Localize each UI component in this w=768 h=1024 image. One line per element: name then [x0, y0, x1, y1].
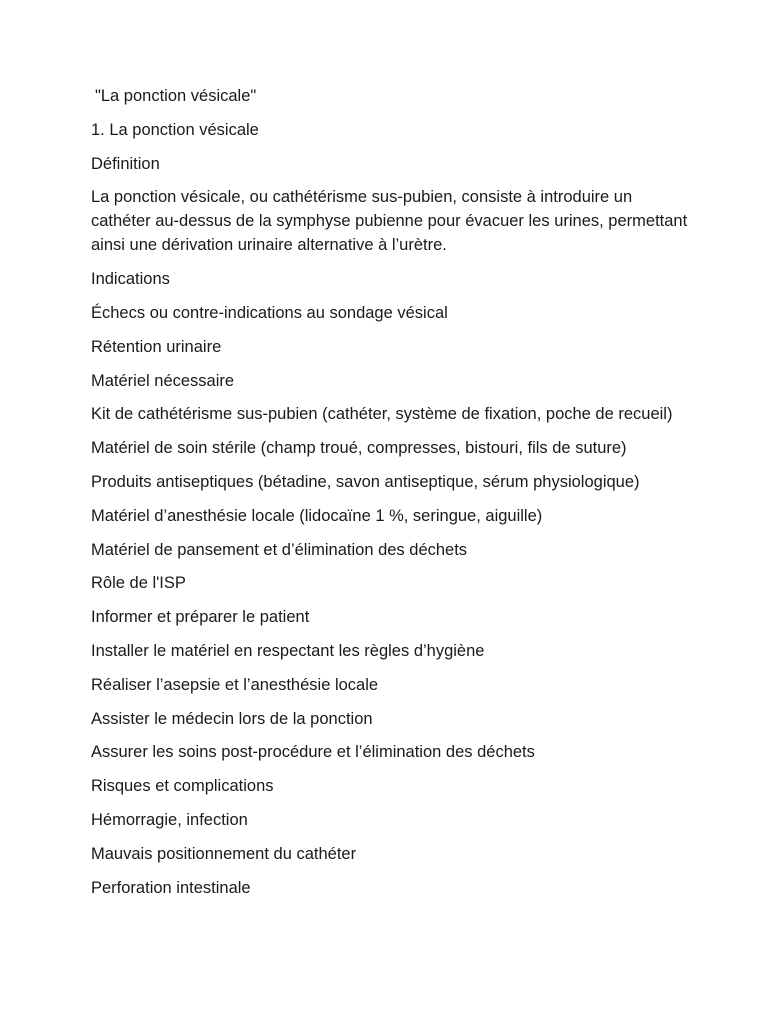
risque-item: Perforation intestinale — [91, 878, 251, 897]
role-item: Informer et préparer le patient — [91, 608, 310, 627]
definition-paragraph: La ponction vésicale, ou cathétérisme sus-pubien, consiste à introduire un cathéter au-dessus de la symphyse pubienne pour évacuer les urines, permettant ainsi une dérivation urinaire alternative à l’urètre. — [91, 188, 688, 255]
subheading-definition: Définition — [91, 154, 160, 173]
materiel-item: Kit de cathétérisme sus-pubien (cathéter, système de fixation, poche de recueil) — [91, 405, 673, 424]
document-body — [91, 84, 691, 909]
subheading-indications: Indications — [91, 270, 170, 289]
subheading-role-isp: Rôle de l'ISP — [91, 574, 186, 593]
subheading-risques: Risques et complications — [91, 777, 274, 796]
materiel-item: Produits antiseptiques (bétadine, savon antiseptique, sérum physiologique) — [91, 472, 640, 491]
document-title: "La ponction vésicale" — [95, 87, 257, 105]
role-item: Assister le médecin lors de la ponction — [91, 709, 373, 728]
role-item: Installer le matériel en respectant les règles d’hygiène — [91, 641, 485, 660]
risque-item: Mauvais positionnement du cathéter — [91, 844, 357, 863]
materiel-item: Matériel de pansement et d’élimination des déchets — [91, 540, 468, 559]
role-item: Assurer les soins post-procédure et l’élimination des déchets — [91, 743, 535, 762]
indication-item: Échecs ou contre-indications au sondage vésical — [91, 303, 448, 322]
risque-item: Hémorragie, infection — [91, 810, 248, 829]
materiel-item: Matériel d’anesthésie locale (lidocaïne 1 %, seringue, aiguille) — [91, 506, 543, 525]
indication-item: Rétention urinaire — [91, 337, 222, 356]
section-heading: 1. La ponction vésicale — [91, 120, 259, 139]
subheading-materiel: Matériel nécessaire — [91, 371, 235, 390]
role-item: Réaliser l’asepsie et l’anesthésie locale — [91, 675, 379, 694]
materiel-item: Matériel de soin stérile (champ troué, compresses, bistouri, fils de suture) — [91, 439, 627, 458]
